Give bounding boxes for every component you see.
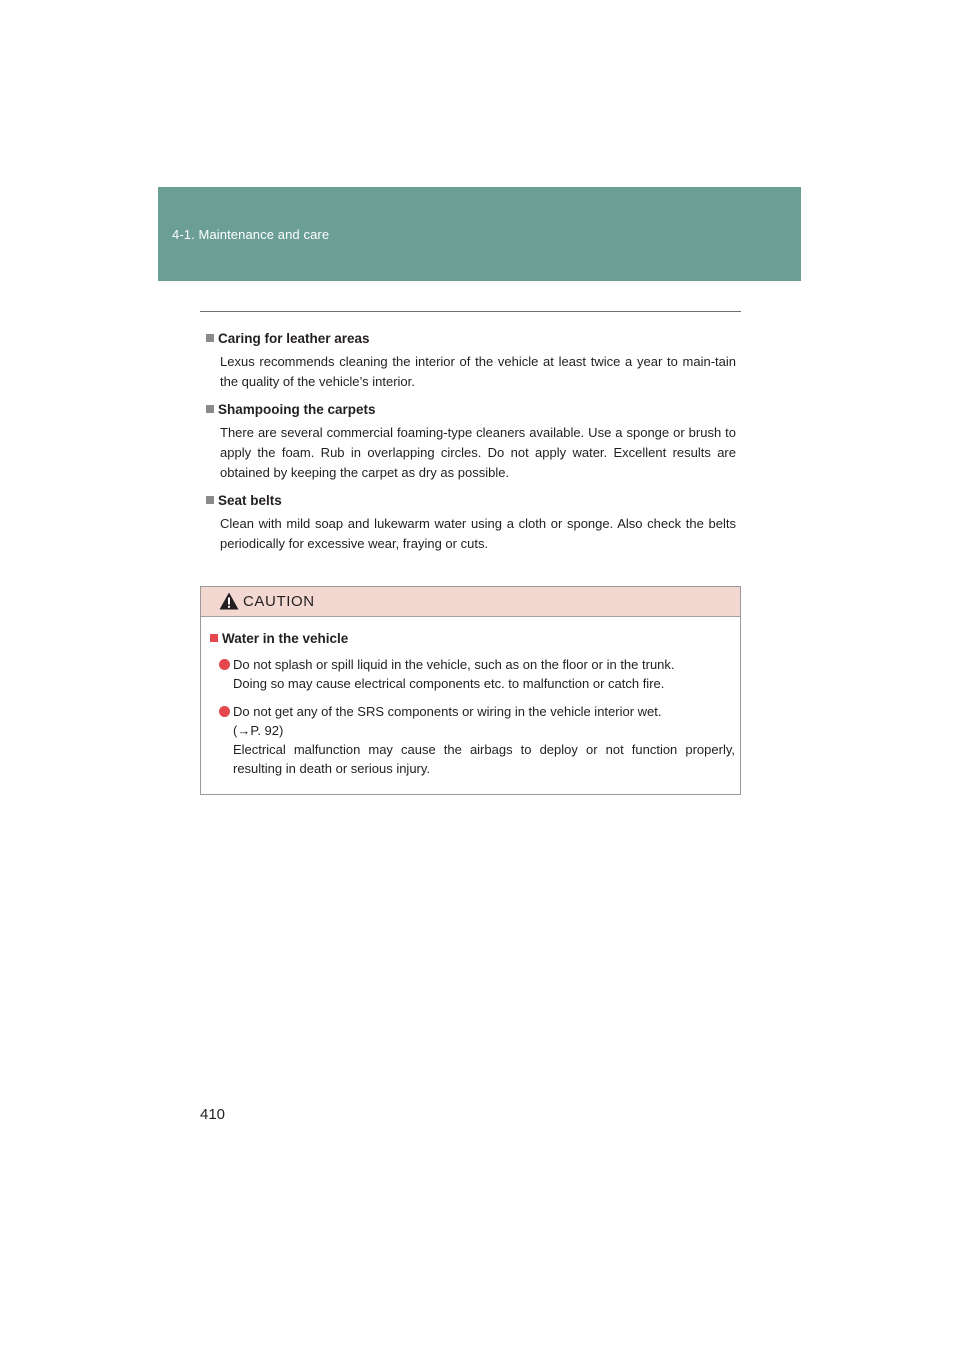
red-bullet-icon [219,659,230,670]
red-square-icon [210,634,218,642]
caution-label: CAUTION [243,593,315,610]
square-icon [206,496,214,504]
square-icon [206,334,214,342]
section-heading-text: Seat belts [218,493,282,508]
item-text: Doing so may cause electrical components etc. to malfunction or catch fire. [233,676,665,691]
item-text: Do not get any of the SRS components or wiring in the vehicle interior wet. [233,704,662,719]
header-band [158,187,801,281]
section-heading [206,492,736,510]
section-carpets [206,401,736,483]
caution-list [219,655,735,787]
section-title: 4-1. Maintenance and care [172,227,330,242]
list-item [219,655,735,693]
divider [200,311,741,312]
section-heading-text: Shampooing the carpets [218,402,376,417]
item-text: Electrical malfunction may cause the airbags to deploy or not function properly, resulting in death or serious injury. [233,742,735,776]
red-bullet-icon [219,706,230,717]
section-heading-text: Caring for leather areas [218,331,370,346]
section-body: There are several commercial foaming-type cleaners available. Use a sponge or brush to apply the foam. Rub in overlapping circles. Do not apply water. Excellent results are obtained by keeping the carpet as dry as possible. [220,425,736,480]
section-body: Lexus recommends cleaning the interior of the vehicle at least twice a year to main-tain the quality of the vehicle’s interior. [220,354,736,389]
square-icon [206,405,214,413]
content-body [206,330,736,563]
caution-box [200,586,741,795]
section-leather [206,330,736,392]
section-seat-belts [206,492,736,554]
item-text: Do not splash or spill liquid in the vehicle, such as on the floor or in the trunk. [233,657,675,672]
page-reference: (→P. 92) [233,723,284,738]
section-heading [206,401,736,419]
caution-heading-text: Water in the vehicle [222,631,349,646]
section-body: Clean with mild soap and lukewarm water using a cloth or sponge. Also check the belts periodically for excessive wear, fraying or cuts. [220,516,736,551]
caution-header [201,587,740,617]
section-heading [206,330,736,348]
page-number: 410 [200,1106,226,1123]
list-item [219,702,735,778]
caution-heading [210,630,348,648]
warning-triangle-icon [219,592,239,610]
